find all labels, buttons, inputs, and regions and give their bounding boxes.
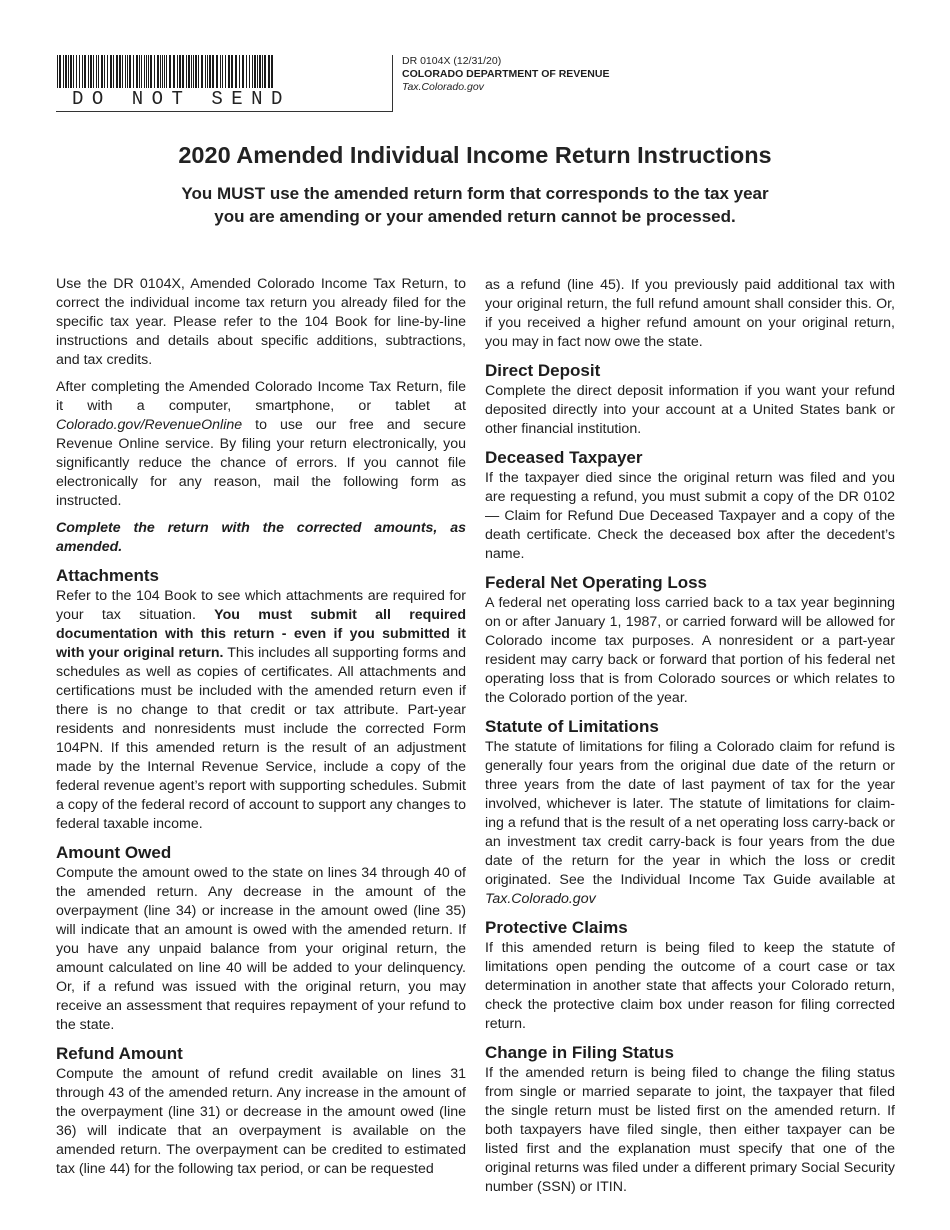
revenue-online-link[interactable]: Colorado.gov/RevenueOnline (56, 417, 243, 433)
barcode-bar (262, 55, 263, 88)
left-column (56, 275, 466, 1187)
barcode-bar (157, 55, 159, 88)
net-operating-loss-heading: Federal Net Operating Loss (485, 573, 707, 592)
barcode-bar (257, 55, 258, 88)
attachments-bold: You must submit all required documentation with this return - even if you submitted it with your original return. (56, 607, 466, 661)
barcode-bar (231, 55, 233, 88)
barcode-bar (249, 55, 250, 88)
barcode-bar (150, 55, 152, 88)
barcode-bar (205, 55, 206, 88)
barcode-bar (136, 55, 138, 88)
barcode-bar (195, 55, 197, 88)
barcode-bar (239, 55, 240, 88)
barcode-bar (191, 55, 192, 88)
barcode-bar (216, 55, 218, 88)
barcode-bar (268, 55, 270, 88)
protective-claims-heading: Protective Claims (485, 918, 628, 937)
barcode-bar (76, 55, 77, 88)
barcode-bar (179, 55, 181, 88)
barcode-bar (182, 55, 184, 88)
refund-amount-heading: Refund Amount (56, 1044, 183, 1063)
right-column (485, 276, 895, 1205)
barcode-bar (79, 55, 80, 88)
barcode-image (56, 55, 276, 88)
complete-note: Complete the return with the corrected amounts, as amended. (56, 520, 466, 555)
protective-claims-paragraph: If this amended return is being filed to keep the statute of limitations open pending the outcome of a court case or tax determination in another state that affects your Colorado return, check the protective claim box under reason for filing corrected return. (485, 940, 895, 1032)
refund-continued-paragraph: as a refund (line 45). If you previously paid additional tax with your original return, the full refund amount shall consider this. Or, if you received a higher refund amount on your original return, you may in fact now owe the state. (485, 277, 895, 350)
filing-status-paragraph: If the amended return is being filed to change the filing status from single or married separate to joint, the taxpayer that filed the single return must be listed first on the amended return. If both taxpayers have filed single, then either taxpayer can be listed first and the explanation must specify that one of the original returns was filed under a different primary Social Security number (SSN) or ITIN. (485, 1065, 895, 1195)
amount-owed-paragraph: Compute the amount owed to the state on lines 34 through 40 of the amended return. Any decrease in the amount of the overpayment (line 34) or increase in the amount owed (line 35) will indicate that an amount is owed with the amended return. If you have any unpaid balance from your original return, the amount calculated on line 40 will be added to your delinquency. Or, if a refund was issued with the original return, you may receive an assessment that requires repayment of your refund to the state. (56, 865, 466, 1033)
barcode-bar (122, 55, 123, 88)
attachments-paragraph (56, 587, 466, 834)
net-operating-loss-paragraph: A federal net operating loss carried back to a tax year beginning on or after January 1, 1987, or carried forward will be allowed for Colorado income tax purposes. A nonresident or a part-year resident may carry back or forward that portion of his federal net operating loss that is from Colorado sources or which relates to the Colorado portion of the year. (485, 595, 895, 706)
efile-text-b: to use our free and secure Revenue Online service. By filing your return electronically, you significantly reduce the chance of errors. If you cannot file electronically for any reason, mail the following form as instructed. (56, 417, 466, 509)
subtitle (100, 182, 850, 228)
form-code: DR 0104X (12/31/20) (402, 55, 502, 67)
barcode-bar (133, 55, 134, 88)
barcode-bar (207, 55, 208, 88)
barcode-bar (154, 55, 155, 88)
barcode-bar (201, 55, 203, 88)
barcode-bar (169, 55, 171, 88)
barcode-bar (220, 55, 221, 88)
barcode-bar (119, 55, 121, 88)
barcode-bar (84, 55, 86, 88)
barcode-bar (98, 55, 99, 88)
direct-deposit-paragraph: Complete the direct deposit information if you want your refund deposited directly into your account at a United States bank or other financial institution. (485, 383, 895, 437)
barcode-bar (82, 55, 83, 88)
barcode-bar (57, 55, 58, 88)
barcode-bar (101, 55, 103, 88)
barcode-bar (271, 55, 273, 88)
intro-paragraph: Use the DR 0104X, Amended Colorado Income Tax Return, to correct the individual income tax return you already filed for the specific tax year. Please refer to the 104 Book for line-by-line instructions and details about specific additions, subtractions, and tax credits. (56, 276, 466, 368)
barcode-bar (90, 55, 92, 88)
barcode-bar (88, 55, 89, 88)
barcode-bar (73, 55, 74, 88)
barcode-bar (259, 55, 261, 88)
direct-deposit-heading: Direct Deposit (485, 361, 601, 380)
barcode-bar (110, 55, 112, 88)
barcode-bar (129, 55, 131, 88)
barcode-bar (113, 55, 114, 88)
barcode-box (56, 55, 393, 112)
barcode-bar (127, 55, 128, 88)
barcode-bar (148, 55, 149, 88)
barcode-bar (212, 55, 214, 88)
subtitle-line-1: You MUST use the amended return form that corresponds to the tax year (181, 184, 769, 203)
department-name: COLORADO DEPARTMENT OF REVENUE (402, 68, 610, 80)
barcode-caption: DO NOT SEND (72, 88, 291, 110)
barcode-bar (96, 55, 97, 88)
barcode-bar (107, 55, 108, 88)
attachments-text-a: Refer to the 104 Book to see which attachments are required for your tax situation. (56, 588, 466, 623)
barcode-bar (166, 55, 167, 88)
barcode-bar (198, 55, 199, 88)
barcode-bar (139, 55, 140, 88)
barcode-bar (141, 55, 142, 88)
barcode-bar (242, 55, 244, 88)
statute-heading: Statute of Limitations (485, 717, 659, 736)
barcode-bar (193, 55, 194, 88)
barcode-bar (228, 55, 230, 88)
barcode-bar (209, 55, 211, 88)
barcode-bar (93, 55, 94, 88)
barcode-bar (70, 55, 72, 88)
refund-amount-paragraph: Compute the amount of refund credit available on lines 31 through 43 of the amended return. Any increase in the amount of the overpayment (line 31) or decrease in the amount owed (line 36) will indicate that an overpayment is available on the amended return. The overpayment can be credited to estimated tax (line 44) for the following tax period, or can be requested (56, 1066, 466, 1177)
attachments-text-b: This includes all supporting forms and schedules as well as copies of certificates. All attachments and certifications must be included with the amended return even if there is no change to that credit or tax attribute. Part-year residents and nonresidents must include the corrected Form 104PN. If this amended return is the result of an adjustment made by the Internal Revenue Service, include a copy of the federal revenue agent’s report with supporting schedules. Submit a copy of the federal record of account to support any changes to federal taxable income. (56, 645, 467, 832)
barcode-bar (125, 55, 126, 88)
barcode-bar (116, 55, 118, 88)
barcode-bar (186, 55, 187, 88)
barcode-bar (254, 55, 256, 88)
barcode-bar (63, 55, 64, 88)
barcode-bar (104, 55, 105, 88)
barcode-bar (235, 55, 237, 88)
statute-text: The statute of limitations for filing a Colorado claim for refund is generally four years from the original due date of the return or three years from the date of last payment of tax for the year involved, whichever is later. The statute of limitations for claim-ing a refund that is the result of a net operating loss carry-back or an investment tax credit carry-back is four years from the due date of the return for the year in which the loss or credit originated. See the Individual Income Tax Guide available at (485, 739, 895, 888)
barcode-bar (225, 55, 226, 88)
barcode-bar (146, 55, 147, 88)
tax-colorado-link[interactable]: Tax.Colorado.gov (485, 891, 596, 907)
deceased-taxpayer-paragraph: If the taxpayer died since the original return was filed and you are requesting a refund, you must submit a copy of the DR 0102 — Claim for Refund Due Deceased Taxpayer and a copy of the death certificate. Check the deceased box after the decedent’s name. (485, 470, 895, 562)
barcode-bar (68, 55, 69, 88)
barcode-bar (173, 55, 175, 88)
barcode-bar (264, 55, 266, 88)
form-identification (402, 55, 609, 94)
barcode-bar (59, 55, 61, 88)
amount-owed-heading: Amount Owed (56, 843, 172, 862)
barcode-bar (65, 55, 67, 88)
barcode-bar (252, 55, 253, 88)
barcode-bar (162, 55, 163, 88)
barcode-bar (246, 55, 247, 88)
statute-paragraph (485, 738, 895, 909)
barcode-bar (222, 55, 223, 88)
efile-paragraph (56, 378, 466, 511)
website: Tax.Colorado.gov (402, 81, 484, 93)
attachments-heading: Attachments (56, 566, 159, 585)
barcode-bar (164, 55, 165, 88)
subtitle-line-2: you are amending or your amended return cannot be processed. (214, 207, 736, 226)
barcode-bar (144, 55, 145, 88)
page-title: 2020 Amended Individual Income Return Instructions (178, 142, 772, 168)
barcode-bar (177, 55, 178, 88)
filing-status-heading: Change in Filing Status (485, 1043, 674, 1062)
efile-text-a: After completing the Amended Colorado Income Tax Return, file it with a computer, smartphone, or tablet at (56, 379, 466, 414)
deceased-taxpayer-heading: Deceased Taxpayer (485, 448, 643, 467)
barcode-bar (160, 55, 161, 88)
barcode-bar (188, 55, 190, 88)
